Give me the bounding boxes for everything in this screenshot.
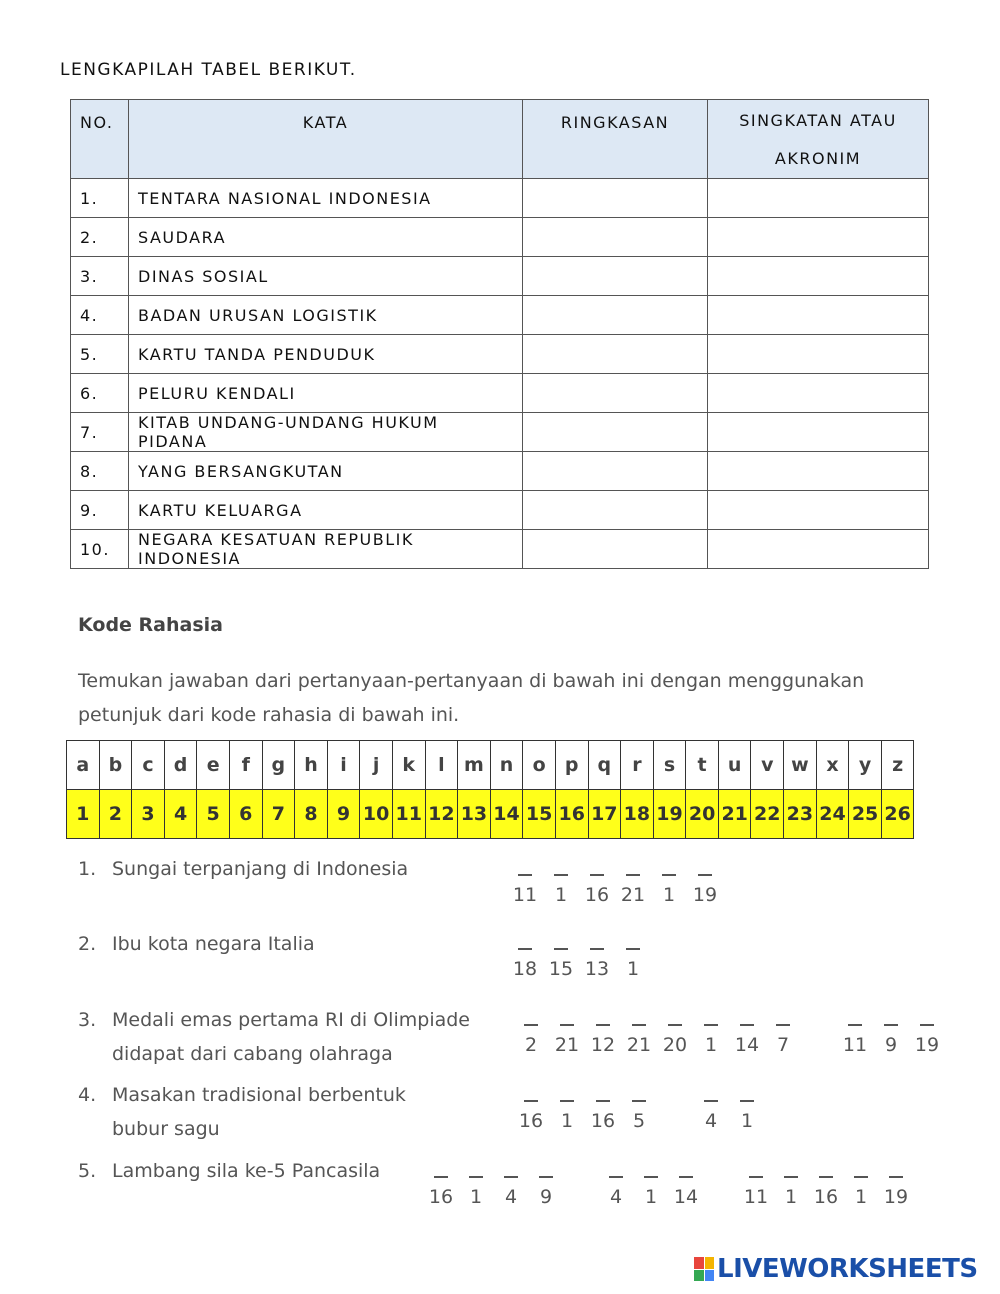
ringkasan-answer-cell[interactable] xyxy=(523,179,708,218)
row-kata: SAUDARA xyxy=(129,218,523,257)
row-kata: DINAS SOSIAL xyxy=(129,257,523,296)
table-row xyxy=(71,530,929,569)
answer-blank[interactable] xyxy=(518,874,532,876)
answer-blank[interactable] xyxy=(704,1024,718,1026)
row-number: 4. xyxy=(71,296,129,335)
question-item xyxy=(78,1154,380,1188)
singkatan-answer-cell[interactable] xyxy=(708,218,929,257)
code-number: 21 xyxy=(554,1034,580,1056)
instruction-text: LENGKAPILAH TABEL BERIKUT. xyxy=(60,60,357,80)
ringkasan-answer-cell[interactable] xyxy=(523,452,708,491)
code-number: 14 xyxy=(673,1186,699,1208)
cipher-number: 14 xyxy=(490,790,523,839)
cipher-number: 16 xyxy=(555,790,588,839)
cipher-number: 15 xyxy=(523,790,556,839)
row-number: 10. xyxy=(71,530,129,569)
ringkasan-answer-cell[interactable] xyxy=(523,218,708,257)
code-number: 12 xyxy=(590,1034,616,1056)
code-number: 16 xyxy=(590,1110,616,1132)
cipher-letter: w xyxy=(784,741,817,790)
row-kata: KITAB UNDANG-UNDANG HUKUM PIDANA xyxy=(129,413,523,452)
cipher-letter: q xyxy=(588,741,621,790)
question-number: 1. xyxy=(78,858,97,880)
cipher-number: 21 xyxy=(718,790,751,839)
row-kata: TENTARA NASIONAL INDONESIA xyxy=(129,179,523,218)
cipher-letter: y xyxy=(849,741,882,790)
code-number: 4 xyxy=(704,1110,718,1132)
question-text: Medali emas pertama RI di Olimpiade xyxy=(112,1009,470,1031)
row-number: 6. xyxy=(71,374,129,413)
cipher-number: 8 xyxy=(295,790,328,839)
row-number: 3. xyxy=(71,257,129,296)
question-text: didapat dari cabang olahraga xyxy=(112,1043,393,1065)
answer-blank[interactable] xyxy=(434,1176,448,1178)
question-item xyxy=(78,1003,470,1071)
cipher-letter: n xyxy=(490,741,523,790)
cipher-letter: d xyxy=(164,741,197,790)
row-number: 2. xyxy=(71,218,129,257)
ringkasan-answer-cell[interactable] xyxy=(523,296,708,335)
code-number: 9 xyxy=(884,1034,898,1056)
code-number: 5 xyxy=(632,1110,646,1132)
answer-blank[interactable] xyxy=(884,1024,898,1026)
answer-blank[interactable] xyxy=(740,1024,754,1026)
answer-blank[interactable] xyxy=(469,1176,483,1178)
answer-blank[interactable] xyxy=(644,1176,658,1178)
ringkasan-answer-cell[interactable] xyxy=(523,530,708,569)
table-row xyxy=(71,179,929,218)
cipher-number: 20 xyxy=(686,790,719,839)
cipher-number: 4 xyxy=(164,790,197,839)
liveworksheets-logo xyxy=(694,1255,978,1283)
cipher-number: 25 xyxy=(849,790,882,839)
row-number: 9. xyxy=(71,491,129,530)
cipher-letter: e xyxy=(197,741,230,790)
cipher-letter: h xyxy=(295,741,328,790)
section-title: Kode Rahasia xyxy=(78,614,223,636)
code-number: 1 xyxy=(560,1110,574,1132)
question-text: Ibu kota negara Italia xyxy=(112,933,315,955)
answer-blank[interactable] xyxy=(560,1100,574,1102)
answer-blank[interactable] xyxy=(609,1176,623,1178)
answer-blank[interactable] xyxy=(626,948,640,950)
singkatan-answer-cell[interactable] xyxy=(708,179,929,218)
cipher-letter: s xyxy=(653,741,686,790)
ringkasan-answer-cell[interactable] xyxy=(523,335,708,374)
answer-blank[interactable] xyxy=(554,948,568,950)
answer-blank[interactable] xyxy=(819,1176,833,1178)
answer-blank[interactable] xyxy=(679,1176,693,1178)
question-number: 4. xyxy=(78,1084,97,1106)
cipher-letter: g xyxy=(262,741,295,790)
question-number: 2. xyxy=(78,933,97,955)
ringkasan-answer-cell[interactable] xyxy=(523,257,708,296)
answer-blank[interactable] xyxy=(632,1100,646,1102)
cipher-number: 9 xyxy=(327,790,360,839)
cipher-letter: t xyxy=(686,741,719,790)
answer-blank[interactable] xyxy=(518,948,532,950)
code-number: 1 xyxy=(854,1186,868,1208)
code-number: 4 xyxy=(504,1186,518,1208)
cipher-letter: v xyxy=(751,741,784,790)
code-number: 11 xyxy=(512,884,538,906)
cipher-letter: b xyxy=(99,741,132,790)
code-number: 11 xyxy=(743,1186,769,1208)
answer-blank[interactable] xyxy=(662,874,676,876)
row-kata: KARTU TANDA PENDUDUK xyxy=(129,335,523,374)
answer-blank[interactable] xyxy=(920,1024,934,1026)
answer-blank[interactable] xyxy=(524,1024,538,1026)
code-number: 9 xyxy=(539,1186,553,1208)
code-number: 1 xyxy=(662,884,676,906)
singkatan-answer-cell[interactable] xyxy=(708,296,929,335)
cipher-letter: k xyxy=(392,741,425,790)
abbreviation-table xyxy=(70,99,929,569)
brand-name: LIVEWORKSHEETS xyxy=(717,1254,978,1284)
code-number: 4 xyxy=(609,1186,623,1208)
cipher-number: 19 xyxy=(653,790,686,839)
cipher-letter: c xyxy=(132,741,165,790)
singkatan-answer-cell[interactable] xyxy=(708,452,929,491)
question-text: bubur sagu xyxy=(112,1118,220,1140)
code-number: 1 xyxy=(784,1186,798,1208)
header-singkatan: SINGKATAN ATAU AKRONIM xyxy=(708,100,929,179)
code-number: 13 xyxy=(584,958,610,980)
cipher-number: 26 xyxy=(881,790,914,839)
answer-blank[interactable] xyxy=(560,1024,574,1026)
section-intro: Temukan jawaban dari pertanyaan-pertanyaan di bawah ini dengan menggunakan petunjuk dari kode rahasia di bawah ini. xyxy=(78,670,865,726)
header-kata: KATA xyxy=(129,100,523,179)
code-number: 1 xyxy=(740,1110,754,1132)
answer-blank[interactable] xyxy=(596,1100,610,1102)
code-number: 16 xyxy=(518,1110,544,1132)
row-number: 7. xyxy=(71,413,129,452)
table-row xyxy=(71,374,929,413)
cipher-number: 6 xyxy=(229,790,262,839)
table-row xyxy=(71,296,929,335)
question-number: 3. xyxy=(78,1009,97,1031)
cipher-number: 17 xyxy=(588,790,621,839)
table-row xyxy=(71,218,929,257)
table-row xyxy=(71,491,929,530)
answer-blank[interactable] xyxy=(698,874,712,876)
brand-logo-icon xyxy=(694,1257,714,1281)
cipher-letter: p xyxy=(555,741,588,790)
row-kata: PELURU KENDALI xyxy=(129,374,523,413)
code-number: 21 xyxy=(620,884,646,906)
table-row xyxy=(71,452,929,491)
row-number: 5. xyxy=(71,335,129,374)
answer-blank[interactable] xyxy=(704,1100,718,1102)
cipher-number: 10 xyxy=(360,790,393,839)
row-kata: YANG BERSANGKUTAN xyxy=(129,452,523,491)
code-number: 7 xyxy=(776,1034,790,1056)
cipher-letter: z xyxy=(881,741,914,790)
question-item xyxy=(78,852,408,886)
answer-blank[interactable] xyxy=(668,1024,682,1026)
cipher-letter: j xyxy=(360,741,393,790)
table-row xyxy=(71,413,929,452)
row-kata: BADAN URUSAN LOGISTIK xyxy=(129,296,523,335)
cipher-number: 7 xyxy=(262,790,295,839)
answer-blank[interactable] xyxy=(596,1024,610,1026)
cipher-letter: a xyxy=(67,741,100,790)
answer-blank[interactable] xyxy=(889,1176,903,1178)
code-number: 18 xyxy=(512,958,538,980)
table-row xyxy=(71,257,929,296)
ringkasan-answer-cell[interactable] xyxy=(523,413,708,452)
question-number: 5. xyxy=(78,1160,97,1182)
answer-blank[interactable] xyxy=(539,1176,553,1178)
answer-blank[interactable] xyxy=(524,1100,538,1102)
code-number: 19 xyxy=(692,884,718,906)
answer-blank[interactable] xyxy=(590,874,604,876)
cipher-number: 11 xyxy=(392,790,425,839)
header-ringkasan: RINGKASAN xyxy=(523,100,708,179)
answer-blank[interactable] xyxy=(740,1100,754,1102)
cipher-letter: o xyxy=(523,741,556,790)
code-number: 21 xyxy=(626,1034,652,1056)
singkatan-answer-cell[interactable] xyxy=(708,530,929,569)
answer-blank[interactable] xyxy=(854,1176,868,1178)
code-number: 15 xyxy=(548,958,574,980)
question-text: Sungai terpanjang di Indonesia xyxy=(112,858,409,880)
singkatan-answer-cell[interactable] xyxy=(708,491,929,530)
code-number: 2 xyxy=(524,1034,538,1056)
cipher-letter: f xyxy=(229,741,262,790)
cipher-number: 2 xyxy=(99,790,132,839)
question-text: Lambang sila ke-5 Pancasila xyxy=(112,1160,381,1182)
row-kata: NEGARA KESATUAN REPUBLIK INDONESIA xyxy=(129,530,523,569)
code-number: 1 xyxy=(469,1186,483,1208)
answer-blank[interactable] xyxy=(504,1176,518,1178)
cipher-number: 5 xyxy=(197,790,230,839)
code-number: 1 xyxy=(554,884,568,906)
cipher-number: 1 xyxy=(67,790,100,839)
answer-blank[interactable] xyxy=(632,1024,646,1026)
singkatan-answer-cell[interactable] xyxy=(708,413,929,452)
answer-blank[interactable] xyxy=(776,1024,790,1026)
answer-blank[interactable] xyxy=(784,1176,798,1178)
cipher-number: 22 xyxy=(751,790,784,839)
cipher-table xyxy=(66,740,914,839)
singkatan-answer-cell[interactable] xyxy=(708,374,929,413)
row-number: 8. xyxy=(71,452,129,491)
question-item xyxy=(78,1078,406,1146)
cipher-letter: x xyxy=(816,741,849,790)
code-number: 19 xyxy=(883,1186,909,1208)
singkatan-answer-cell[interactable] xyxy=(708,335,929,374)
cipher-letter: m xyxy=(458,741,491,790)
code-number: 1 xyxy=(704,1034,718,1056)
code-number: 1 xyxy=(626,958,640,980)
cipher-letter: u xyxy=(718,741,751,790)
cipher-number: 18 xyxy=(621,790,654,839)
header-no: NO. xyxy=(71,100,129,179)
row-kata: KARTU KELUARGA xyxy=(129,491,523,530)
answer-blank[interactable] xyxy=(590,948,604,950)
cipher-number: 24 xyxy=(816,790,849,839)
code-number: 16 xyxy=(813,1186,839,1208)
cipher-letter: l xyxy=(425,741,458,790)
code-number: 20 xyxy=(662,1034,688,1056)
code-number: 11 xyxy=(842,1034,868,1056)
answer-blank[interactable] xyxy=(749,1176,763,1178)
singkatan-answer-cell[interactable] xyxy=(708,257,929,296)
answer-blank[interactable] xyxy=(848,1024,862,1026)
question-item xyxy=(78,927,315,961)
code-number: 16 xyxy=(584,884,610,906)
table-row xyxy=(71,335,929,374)
cipher-number: 23 xyxy=(784,790,817,839)
cipher-letter: i xyxy=(327,741,360,790)
answer-blank[interactable] xyxy=(554,874,568,876)
code-number: 1 xyxy=(644,1186,658,1208)
code-number: 19 xyxy=(914,1034,940,1056)
code-number: 14 xyxy=(734,1034,760,1056)
cipher-letter: r xyxy=(621,741,654,790)
cipher-number: 3 xyxy=(132,790,165,839)
answer-blank[interactable] xyxy=(626,874,640,876)
cipher-number: 12 xyxy=(425,790,458,839)
cipher-number: 13 xyxy=(458,790,491,839)
ringkasan-answer-cell[interactable] xyxy=(523,374,708,413)
question-text: Masakan tradisional berbentuk xyxy=(112,1084,406,1106)
code-number: 16 xyxy=(428,1186,454,1208)
row-number: 1. xyxy=(71,179,129,218)
ringkasan-answer-cell[interactable] xyxy=(523,491,708,530)
